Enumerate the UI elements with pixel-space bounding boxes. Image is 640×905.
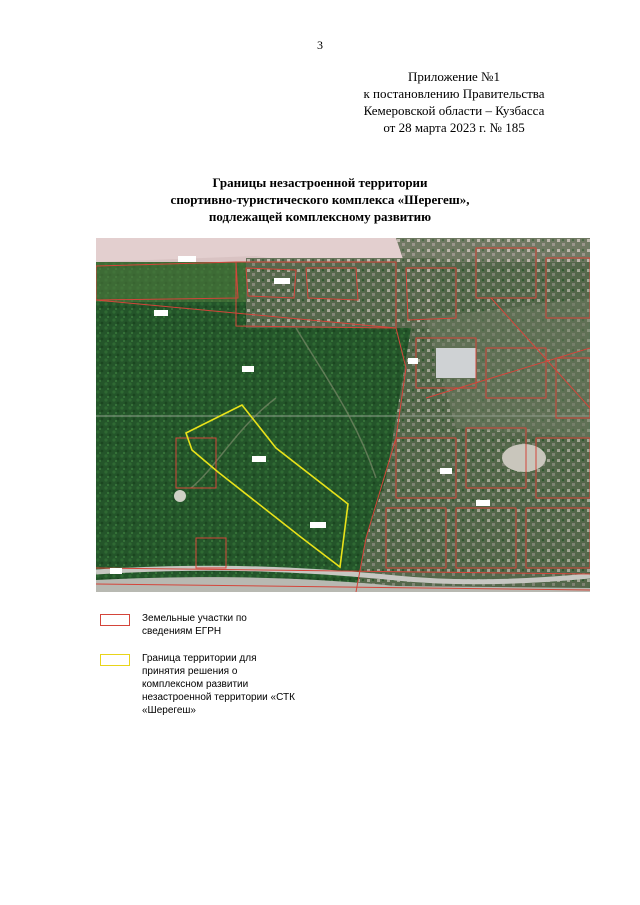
- title-line: спортивно-туристического комплекса «Шерегеш»,: [170, 192, 470, 207]
- appendix-line: от 28 марта 2023 г. № 185: [383, 120, 525, 135]
- legend-item-territory-boundary: [100, 652, 400, 717]
- title-line: Границы незастроенной территории: [212, 175, 428, 190]
- legend-text-line: незастроенной территории «СТК: [142, 692, 295, 703]
- page-number: 3: [317, 38, 323, 52]
- appendix-line: к постановлению Правительства: [363, 86, 545, 101]
- legend-item-text: [142, 612, 400, 638]
- legend-text-line: Земельные участки по: [142, 613, 247, 624]
- legend-item-egrn-parcels: [100, 612, 400, 638]
- legend-text-line: принятия решения о: [142, 666, 238, 677]
- appendix-line: Приложение №1: [408, 69, 500, 84]
- document-title: [0, 174, 640, 225]
- territory-map: [96, 238, 590, 592]
- legend-text-line: комплексном развитии: [142, 679, 249, 690]
- legend-text-line: «Шерегеш»: [142, 705, 196, 716]
- legend-swatch-red: [100, 614, 130, 626]
- map-legend: [100, 612, 400, 717]
- appendix-line: Кемеровской области – Кузбасса: [363, 103, 545, 118]
- appendix-block: [324, 68, 584, 136]
- title-line: подлежащей комплексному развитию: [208, 209, 432, 224]
- legend-item-text: [142, 652, 400, 717]
- legend-text-line: сведениям ЕГРН: [142, 626, 222, 637]
- legend-text-line: Граница территории для: [142, 653, 257, 664]
- legend-swatch-yellow: [100, 654, 130, 666]
- satellite-map-image: [96, 238, 590, 592]
